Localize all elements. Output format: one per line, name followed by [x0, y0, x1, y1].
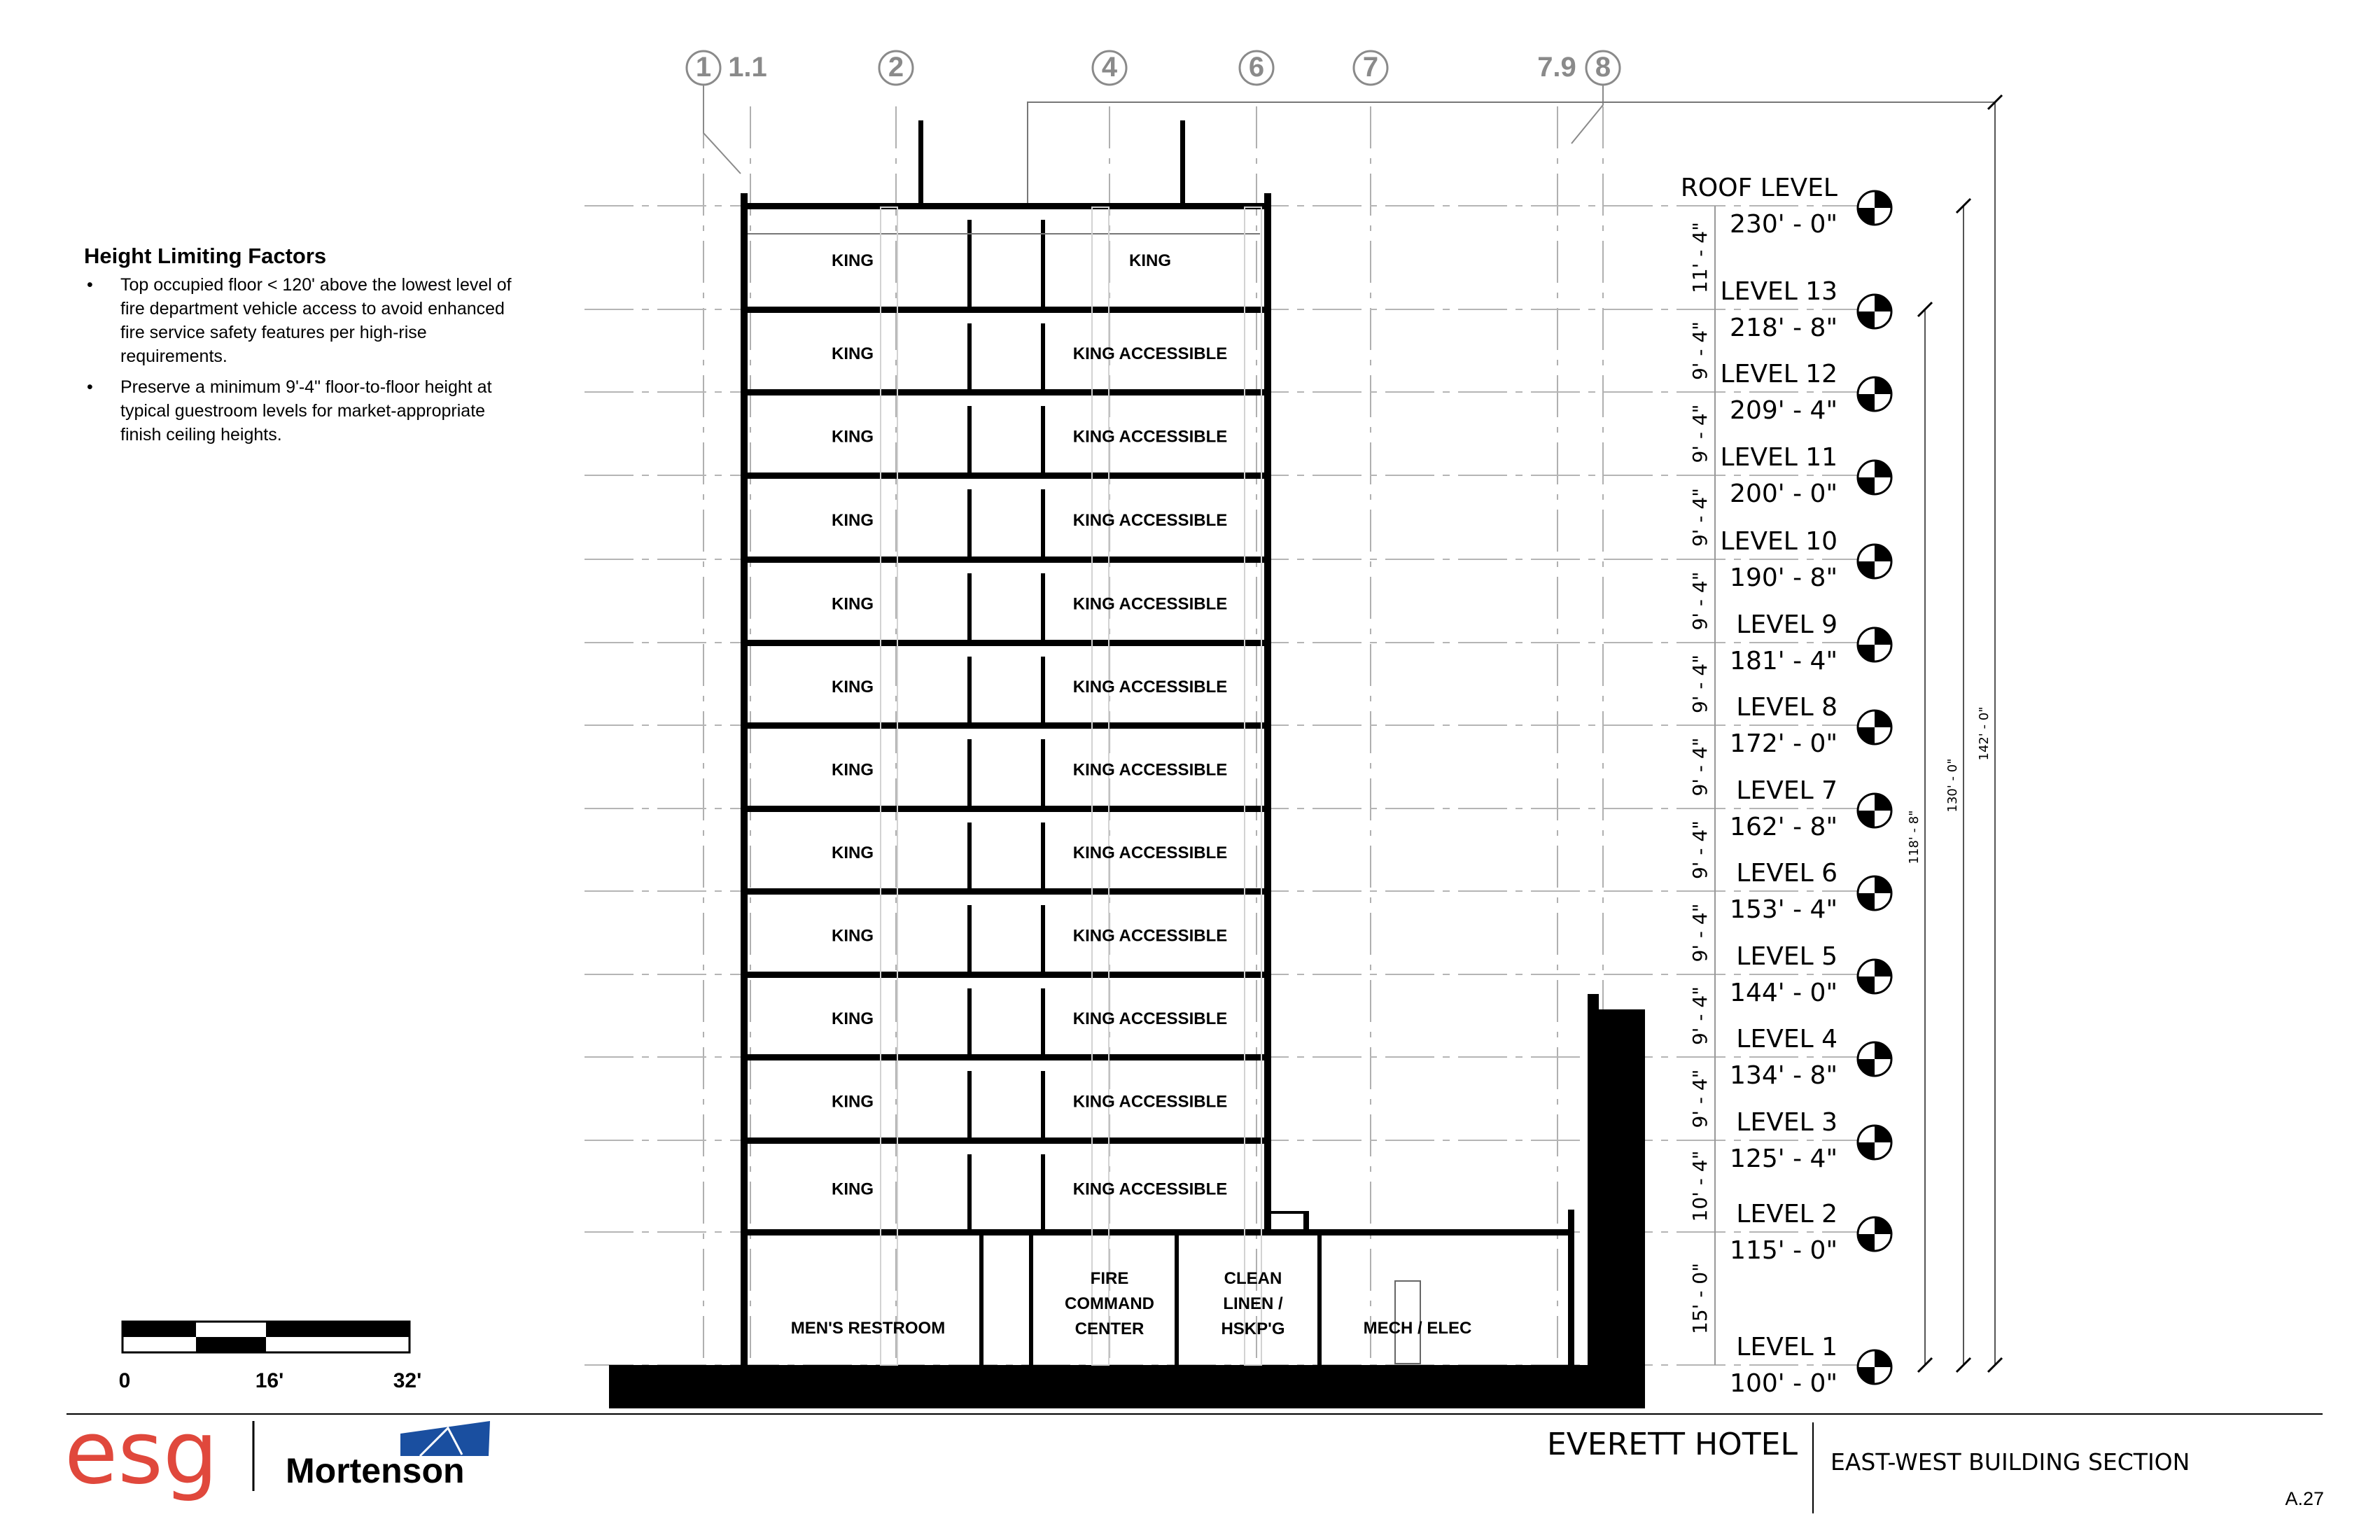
west-wall: [741, 193, 748, 1366]
room-label: KING ACCESSIBLE: [1072, 760, 1228, 780]
level-name: LEVEL 8: [1736, 693, 1837, 722]
floor-slab: [741, 972, 1268, 978]
level-name: LEVEL 13: [1720, 277, 1837, 306]
corridor-wall: [1041, 573, 1045, 640]
room-label: KING ACCESSIBLE: [1072, 678, 1228, 696]
level-marker-quadrant: [1858, 727, 1875, 744]
floor-height-dimension: 9' - 4": [1688, 986, 1712, 1046]
level-marker-quadrant: [1858, 811, 1875, 827]
level-marker-quadrant: [1858, 477, 1875, 494]
room-label: KING ACCESSIBLE: [1072, 427, 1228, 447]
title-block: [64, 1403, 2324, 1513]
room-label: COMMAND: [1065, 1294, 1154, 1313]
grid-label: 6: [1248, 52, 1265, 83]
room-label: LINEN /: [1223, 1294, 1283, 1313]
room-label: KING: [832, 1180, 874, 1199]
floor-slab: [741, 722, 1268, 729]
grid-label: 7: [1362, 52, 1379, 83]
level-marker-quadrant: [1875, 295, 1891, 312]
room-label: KING: [832, 1092, 874, 1112]
level-elevation: 190' - 8": [1730, 564, 1837, 592]
level-name: ROOF LEVEL: [1680, 174, 1837, 202]
corridor-wall: [1041, 406, 1045, 472]
room-label: FIRE: [1090, 1269, 1129, 1288]
level-marker-quadrant: [1858, 893, 1875, 910]
corridor-wall: [1041, 905, 1045, 972]
ground-partition: [979, 1232, 983, 1365]
level-marker-quadrant: [1858, 312, 1875, 328]
room-label: KING: [1129, 251, 1171, 270]
floor-height-dimension: 9' - 4": [1688, 903, 1712, 962]
level-elevation: 144' - 0": [1730, 979, 1837, 1007]
floor-height-dimension: 15' - 0": [1688, 1263, 1712, 1334]
corridor-wall: [967, 1071, 972, 1138]
foundation-slab: [609, 1365, 1645, 1408]
room-label: KING: [832, 1009, 874, 1028]
room-label: KING ACCESSIBLE: [1072, 844, 1228, 862]
floor-height-dimension: 9' - 4": [1688, 571, 1712, 631]
level-marker-quadrant: [1875, 191, 1891, 208]
corridor-wall: [1041, 822, 1045, 888]
grid-label: 7.9: [1537, 52, 1576, 83]
room-label: KING: [832, 926, 874, 946]
floor-height-dimension: 9' - 4": [1688, 654, 1712, 714]
floor-height-dimension: 9' - 4": [1688, 737, 1712, 797]
level-name: LEVEL 7: [1736, 776, 1837, 805]
room-label: CENTER: [1074, 1320, 1144, 1338]
grid-label: 1.1: [728, 52, 767, 83]
scale-bar-label: 0: [118, 1369, 131, 1392]
level-name: LEVEL 10: [1720, 527, 1837, 556]
sheet-number: A.27: [2285, 1488, 2324, 1509]
level-marker-quadrant: [1858, 645, 1875, 662]
level-elevation: 162' - 8": [1730, 813, 1837, 841]
floor-height-dimension: 9' - 4": [1688, 487, 1712, 547]
floor-slab: [741, 1138, 1268, 1144]
room-label: KING ACCESSIBLE: [1072, 926, 1228, 946]
scale-bar: [119, 1322, 422, 1392]
room-label: CLEAN: [1224, 1269, 1282, 1288]
level-name: LEVEL 1: [1736, 1333, 1837, 1362]
level-name: LEVEL 5: [1736, 942, 1837, 971]
level-elevation: 134' - 8": [1730, 1061, 1837, 1090]
room-label: KING: [832, 251, 874, 270]
level-marker-quadrant: [1858, 394, 1875, 411]
floor-slab: [741, 806, 1268, 812]
overall-dimension-label: 118' - 8": [1907, 810, 1921, 864]
scale-bar-label: 32': [393, 1369, 422, 1392]
level-marker-quadrant: [1875, 461, 1891, 477]
corridor-wall: [967, 822, 972, 888]
level-elevation: 209' - 4": [1730, 396, 1837, 425]
level-marker-quadrant: [1858, 208, 1875, 225]
room-label: KING ACCESSIBLE: [1072, 511, 1228, 530]
low-roof-east-wall: [1568, 1210, 1574, 1365]
grid-label: 2: [888, 52, 904, 83]
level-name: LEVEL 4: [1736, 1025, 1837, 1054]
level-marker-quadrant: [1875, 710, 1891, 727]
scale-bar-segment: [266, 1322, 410, 1337]
parapet: [1303, 1211, 1309, 1233]
floor-slab: [741, 640, 1268, 646]
esg-logo: esg: [64, 1403, 218, 1504]
grid-leader: [704, 85, 741, 174]
room-label: KING ACCESSIBLE: [1072, 1180, 1228, 1199]
scale-bar-segment: [122, 1322, 196, 1337]
level-elevation: 115' - 0": [1730, 1236, 1837, 1265]
level-elevation: 181' - 4": [1730, 647, 1837, 676]
scale-bar-label: 16': [255, 1369, 284, 1392]
corridor-wall: [967, 657, 972, 722]
level-marker-quadrant: [1858, 1142, 1875, 1159]
level-marker-quadrant: [1875, 794, 1891, 811]
level-marker-quadrant: [1858, 1367, 1875, 1384]
roof-screen: [1180, 120, 1185, 206]
roof-screen: [918, 120, 923, 206]
corridor-wall: [967, 220, 972, 307]
corridor-wall: [1041, 739, 1045, 806]
level-marker-quadrant: [1858, 1059, 1875, 1076]
room-label: KING ACCESSIBLE: [1072, 1092, 1228, 1112]
room-label: KING: [832, 344, 874, 363]
level-marker-quadrant: [1875, 1350, 1891, 1367]
shaft-outline: [1245, 207, 1261, 1365]
level-marker-quadrant: [1875, 1126, 1891, 1142]
floor-slab: [741, 556, 1268, 563]
room-label: KING ACCESSIBLE: [1072, 344, 1228, 363]
room-label: KING ACCESSIBLE: [1072, 1009, 1228, 1028]
floor-height-dimension: 9' - 4": [1688, 1069, 1712, 1128]
floor-slab: [741, 1054, 1268, 1060]
level-elevation: 230' - 0": [1730, 210, 1837, 239]
grid-label: 8: [1595, 52, 1611, 83]
room-label: KING: [832, 427, 874, 447]
level-marker-quadrant: [1858, 1234, 1875, 1251]
corridor-wall: [1041, 657, 1045, 722]
level-elevation: 125' - 4": [1730, 1144, 1837, 1173]
room-label: KING ACCESSIBLE: [1072, 594, 1228, 614]
floor-slab: [741, 389, 1268, 396]
level-marker-quadrant: [1875, 1042, 1891, 1059]
corridor-wall: [967, 573, 972, 640]
room-label: HSKP'G: [1221, 1320, 1285, 1338]
parapet-cap: [1268, 1211, 1309, 1214]
floor-height-dimension: 9' - 4": [1688, 820, 1712, 880]
ground-partition: [1317, 1232, 1322, 1365]
note-item: • Preserve a minimum 9'-4" floor-to-floor height at typical guestroom levels for market-appropriate finish ceiling heights.: [84, 375, 518, 447]
level-name: LEVEL 2: [1736, 1200, 1837, 1228]
corridor-wall: [967, 905, 972, 972]
room-label: MEN'S RESTROOM: [790, 1319, 946, 1338]
floor-height-dimension: 9' - 4": [1688, 321, 1712, 381]
level-elevation: 100' - 0": [1730, 1369, 1837, 1398]
corridor-wall: [967, 1154, 972, 1229]
level-elevation: 172' - 0": [1730, 729, 1837, 758]
shaft-outline: [881, 207, 897, 1365]
level-marker-quadrant: [1875, 545, 1891, 561]
corridor-wall: [967, 323, 972, 389]
overall-dimension-label: 130' - 0": [1945, 758, 1960, 813]
corridor-wall: [1041, 489, 1045, 556]
level-marker-quadrant: [1875, 628, 1891, 645]
level-marker-quadrant: [1875, 876, 1891, 893]
room-label: KING: [832, 678, 874, 696]
drawing-title: EAST-WEST BUILDING SECTION: [1830, 1448, 2190, 1476]
floor-slab: [741, 888, 1268, 895]
mortenson-logo: Mortenson: [286, 1451, 465, 1490]
level-name: LEVEL 9: [1736, 610, 1837, 639]
level-name: LEVEL 6: [1736, 859, 1837, 888]
level-marker-quadrant: [1875, 1217, 1891, 1234]
room-label: KING: [832, 511, 874, 530]
level-marker-quadrant: [1858, 976, 1875, 993]
level-elevation: 200' - 0": [1730, 479, 1837, 508]
corridor-wall: [967, 406, 972, 472]
penthouse-outline: [1028, 102, 1995, 204]
note-item: • Top occupied floor < 120' above the lowest level of fire department vehicle access to avoid enhanced fire service safety features per high-rise requirements.: [84, 273, 518, 368]
floor-height-dimension: 9' - 4": [1688, 404, 1712, 463]
ground-partition: [1175, 1232, 1179, 1365]
grid-leader: [1572, 85, 1603, 144]
level-name: LEVEL 3: [1736, 1108, 1837, 1137]
level-name: LEVEL 12: [1720, 360, 1837, 388]
room-label: KING: [832, 594, 874, 614]
level-elevation: 153' - 4": [1730, 895, 1837, 924]
floor-slab: [741, 307, 1268, 313]
corridor-wall: [1041, 220, 1045, 307]
corridor-wall: [967, 739, 972, 806]
east-retaining-wall: [1588, 1009, 1645, 1366]
level-marker-quadrant: [1875, 377, 1891, 394]
room-labels-layer: [791, 251, 1472, 1338]
project-name: EVERETT HOTEL: [1547, 1427, 1798, 1462]
floor-height-dimension: 11' - 4": [1688, 222, 1712, 293]
room-label: KING: [832, 844, 874, 862]
grid-label: 4: [1101, 52, 1118, 83]
corridor-wall: [1041, 1071, 1045, 1138]
corridor-wall: [1041, 988, 1045, 1054]
east-wall-cap: [1588, 994, 1599, 1015]
ground-partition: [1029, 1232, 1033, 1365]
floor-height-dimension: 10' - 4": [1688, 1150, 1712, 1222]
level-name: LEVEL 11: [1720, 443, 1837, 472]
floor-slab: [741, 203, 1268, 209]
corridor-wall: [1041, 1154, 1045, 1229]
corridor-wall: [967, 988, 972, 1054]
level-markers-layer: [1681, 174, 1891, 1398]
level-marker-quadrant: [1858, 561, 1875, 578]
room-label: KING: [832, 760, 874, 780]
floor-slab: [741, 1229, 1574, 1236]
level-marker-quadrant: [1875, 960, 1891, 976]
level-elevation: 218' - 8": [1730, 314, 1837, 342]
grid-label: 1: [695, 52, 712, 83]
floor-slab: [741, 472, 1268, 479]
room-label: MECH / ELEC: [1363, 1319, 1472, 1338]
corridor-wall: [967, 489, 972, 556]
scale-bar-segment: [196, 1337, 266, 1352]
tower-east-wall: [1264, 193, 1271, 1233]
corridor-wall: [1041, 323, 1045, 389]
notes-title: Height Limiting Factors: [84, 244, 327, 268]
overall-dimension-label: 142' - 0": [1977, 706, 1991, 761]
